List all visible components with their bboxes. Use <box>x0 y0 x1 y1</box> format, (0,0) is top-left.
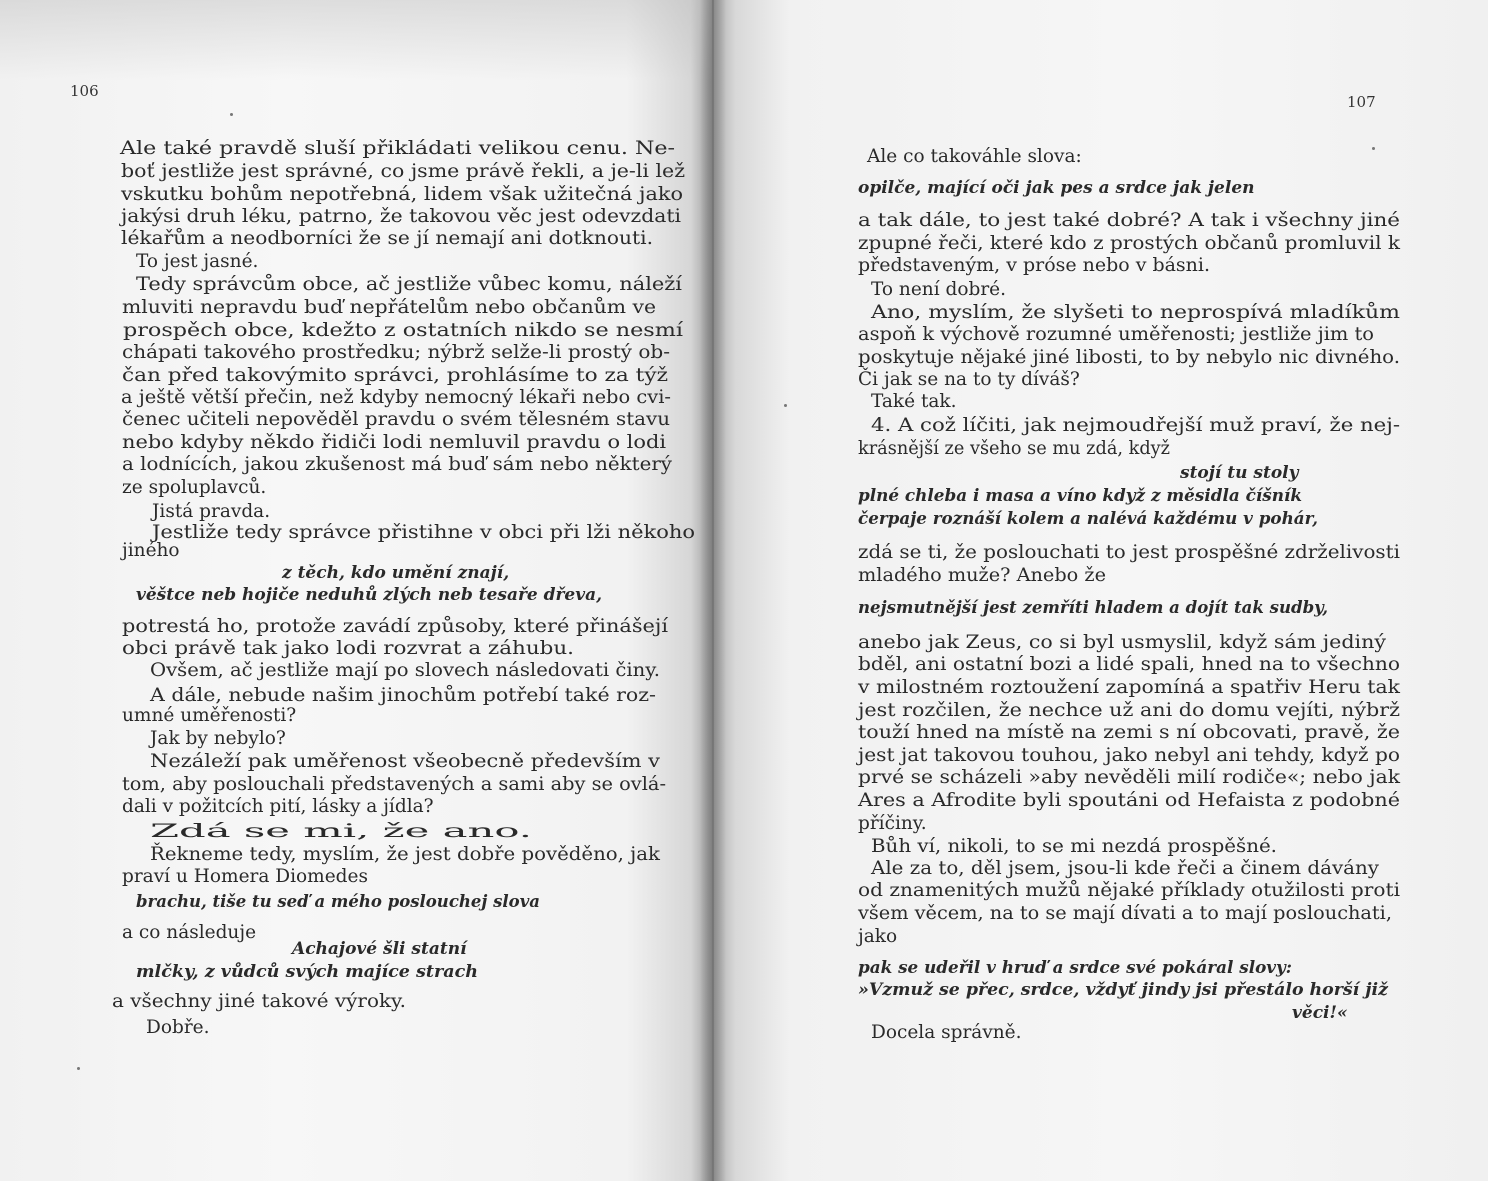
text-line: Jestliže tedy správce přistihne v obci při lži někoho <box>152 522 695 543</box>
text-line: aspoň k výchově rozumné uměřenosti; jestliže jim to <box>858 324 1374 345</box>
text-line: Ano, myslím, že slyšeti to neprospívá mladíkům <box>871 302 1400 323</box>
text-line: Jistá pravda. <box>152 501 271 522</box>
page-number-left: 106 <box>70 82 99 100</box>
verse-line: stojí tu stoly <box>1180 463 1299 483</box>
text-line: Ares a Afrodite byli spoutáni od Hefaista z podobné <box>858 790 1400 811</box>
text-line: Ovšem, ač jestliže mají po slovech následovati činy. <box>150 660 660 681</box>
text-line: nebo kdyby někdo řidiči lodi nemluvil pravdu o lodi <box>122 432 666 453</box>
text-line: To jest jasné. <box>136 251 259 272</box>
text-line: Také tak. <box>871 391 957 412</box>
text-line: obci právě tak jako lodi rozvrat a záhubu. <box>122 638 574 659</box>
text-line: představeným, v próse nebo v básni. <box>858 255 1210 276</box>
text-line: Dobře. <box>146 1017 210 1038</box>
text-line: zdá se ti, že poslouchati to jest prospěšné zdrželivosti <box>858 542 1400 563</box>
text-line: čan před takovýmito správci, prohlásíme to za týž <box>122 365 668 386</box>
verse-line: plné chleba i masa a víno když z měsidla číšník <box>858 486 1302 506</box>
text-line: potrestá ho, protože zavádí způsoby, které přinášejí <box>122 616 668 637</box>
text-line: chápati takového prostředku; nýbrž selže-li prostý ob- <box>122 342 670 363</box>
text-line: touží hned na místě na zemi s ní obcovati, pravě, že <box>858 722 1400 743</box>
text-line: anebo jak Zeus, co si byl usmyslil, když sám jediný <box>858 632 1386 653</box>
page-number-right: 107 <box>1347 93 1376 111</box>
text-line: jako <box>858 926 898 947</box>
scan-speck <box>784 404 787 407</box>
book-gutter <box>700 0 726 1181</box>
text-line: praví u Homera Diomedes <box>122 866 368 887</box>
text-line: jakýsi druh léku, patrno, že takovou věc jest odevzdati <box>121 206 681 227</box>
text-line: 4. A což líčiti, jak nejmoudřejší muž praví, že nej- <box>871 415 1400 436</box>
text-line: poskytuje nějaké jiné libosti, to by nebylo nic divného. <box>858 347 1400 368</box>
text-line: krásnější ze všeho se mu zdá, když <box>858 438 1170 459</box>
verse-line: nejsmutnější jest zemříti hladem a dojít tak sudby, <box>858 598 1328 618</box>
text-line: Či jak se na to ty díváš? <box>858 369 1080 390</box>
text-line: a lodnících, jakou zkušenost má buď sám nebo některý <box>122 454 672 475</box>
text-line: příčiny. <box>858 813 927 834</box>
text-line: Ale také pravdě sluší přikládati velikou cenu. Ne- <box>120 138 675 159</box>
text-line: A dále, nebude našim jinochům potřebí také roz- <box>150 685 656 706</box>
text-line: Docela správně. <box>871 1022 1022 1043</box>
text-line: prvé se scházeli »aby nevěděli milí rodiče«; nebo jak <box>858 767 1400 788</box>
text-line: Bůh ví, nikoli, to se mi nezdá prospěšné. <box>871 836 1277 857</box>
verse-line: čerpaje roznáší kolem a nalévá každému v pohár, <box>858 509 1318 529</box>
text-line: čenec učiteli nepověděl pravdu o svém tělesném stavu <box>122 409 670 430</box>
right-page <box>712 0 1488 1181</box>
text-line: jest jat takovou touhou, jako nebyl ani tehdy, když po <box>858 745 1400 766</box>
text-line: tom, aby poslouchali představených a sami aby se ovlá- <box>122 774 666 795</box>
text-line: prospěch obce, kdežto z ostatních nikdo se nesmí <box>123 320 683 341</box>
text-line: To není dobré. <box>871 279 1006 300</box>
scan-speck <box>1372 147 1375 150</box>
text-line: mluviti nepravdu buď nepřátelům nebo občanům ve <box>122 297 656 318</box>
verse-line: »Vzmuž se přec, srdce, vždyť jindy jsi přestálo horší již <box>858 980 1388 1000</box>
verse-line: věci!« <box>1292 1003 1348 1023</box>
text-line: ze spoluplavců. <box>122 477 267 498</box>
text-line: jiného <box>122 540 180 561</box>
verse-line: opilče, mající oči jak pes a srdce jak jelen <box>858 178 1255 198</box>
verse-line: mlčky, z vůdců svých majíce strach <box>136 962 478 982</box>
text-line: Řekneme tedy, myslím, že jest dobře pověděno, jak <box>150 844 660 865</box>
text-line: Zdá se mi, že ano. <box>150 821 532 842</box>
left-page-text <box>60 0 695 1181</box>
text-line: boť jestliže jest správné, co jsme právě řekli, a je-li lež <box>121 161 685 182</box>
text-line: a ještě větší přečin, než kdyby nemocný lékaři nebo cvi- <box>121 387 671 408</box>
text-line: Ale co takováhle slova: <box>867 146 1082 167</box>
text-line: Ale za to, děl jsem, jsou-li kde řeči a činem dávány <box>871 858 1379 879</box>
text-line: Jak by nebylo? <box>150 728 286 749</box>
text-line: a tak dále, to jest také dobré? A tak i všechny jiné <box>858 210 1400 231</box>
text-line: všem věcem, na to se mají dívati a to mají poslouchati, <box>858 903 1392 924</box>
scan-speck <box>77 1067 80 1070</box>
text-line: mladého muže? Anebo že <box>858 565 1106 586</box>
verse-line: pak se udeřil v hruď a srdce své pokáral slovy: <box>858 958 1292 978</box>
text-line: vskutku bohům nepotřebná, lidem však užitečná jako <box>121 184 683 205</box>
text-line: od znamenitých mužů nějaké příklady otužilosti proti <box>858 880 1400 901</box>
text-line: umné uměřenosti? <box>122 705 297 726</box>
verse-line: brachu, tiše tu seď a mého poslouchej slova <box>136 892 540 912</box>
text-line: dali v požitcích pití, lásky a jídla? <box>122 796 434 817</box>
left-page <box>0 0 712 1181</box>
text-line: v milostném roztoužení zapomíná a spatřiv Heru tak <box>858 677 1400 698</box>
verse-line: věštce neb hojiče neduhů zlých neb tesaře dřeva, <box>136 585 602 605</box>
text-line: lékařům a neodborníci že se jí nemají ani dotknouti. <box>121 228 653 249</box>
text-line: a co následuje <box>122 922 257 943</box>
text-line: a všechny jiné takové výroky. <box>112 991 406 1012</box>
scan-speck <box>230 113 233 116</box>
text-line: Tedy správcům obce, ač jestliže vůbec komu, náleží <box>136 274 682 295</box>
text-line: jest rozčilen, že nechce už ani do domu vejíti, nýbrž <box>858 700 1400 721</box>
text-line: Nezáleží pak uměřenost všeobecně především v <box>150 751 660 772</box>
text-line: zpupné řeči, které kdo z prostých občanů promluvil k <box>858 233 1400 254</box>
verse-line: z těch, kdo umění znají, <box>282 563 510 583</box>
text-line: bděl, ani ostatní bozi a lidé spali, hned na to všechno <box>858 654 1400 675</box>
verse-line: Achajové šli statní <box>292 939 467 959</box>
right-page-text <box>836 0 1400 1181</box>
